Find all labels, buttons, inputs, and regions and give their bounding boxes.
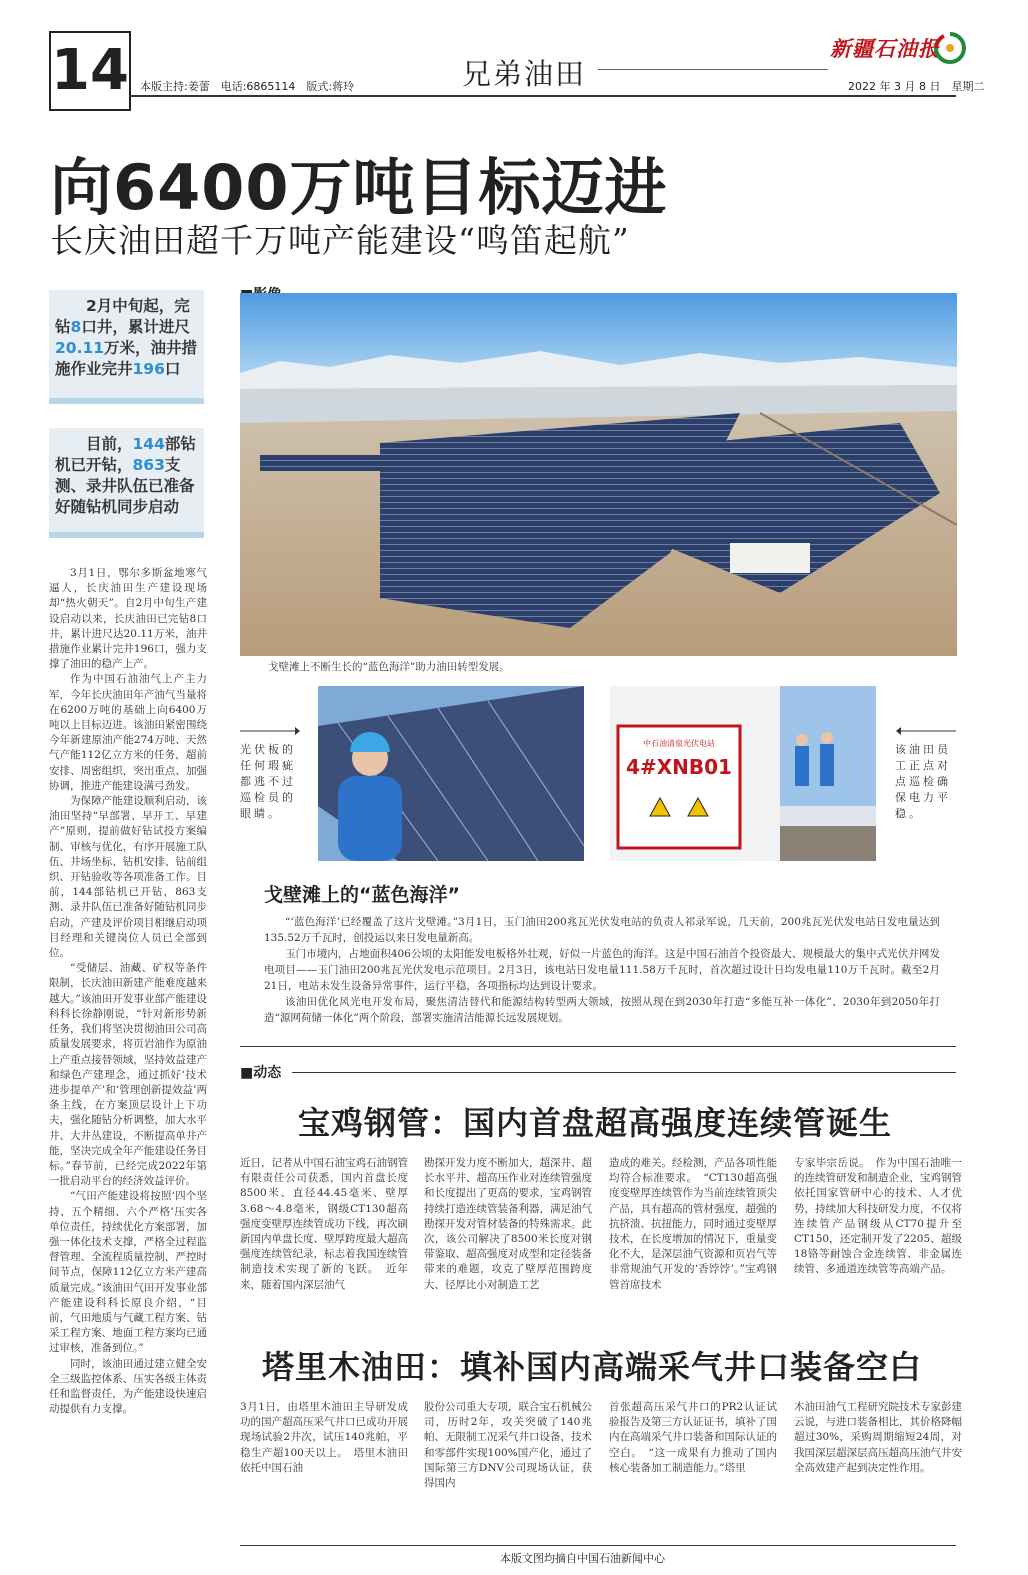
imaging-story-title: 戈壁滩上的“蓝色海洋” [264, 884, 460, 906]
arrow-right-icon [240, 726, 300, 736]
arrow-left-icon [896, 726, 956, 736]
solar-farm-photo [240, 293, 957, 656]
inverter-station-photo [610, 686, 876, 861]
story1-col4: 专家毕宗岳说。 作为中国石油唯一的连续管研发和制造企业，宝鸡钢管依托国家管研中心的技术、人才优势，持续加大科技研发力度，不仅将连续管产品钢级从CT70提升至CT150，还定制开发了2205、超级18铬等耐蚀合金连续管、非金属连续管、多通道连续管等高端产品。 [794, 1157, 962, 1276]
news-rule [292, 1072, 956, 1073]
lead-headline: 向6400万吨目标迈进 [50, 151, 668, 224]
issue-date: 2022 年 3 月 8 日 星期二 [848, 80, 985, 93]
page-number: 14 [49, 31, 131, 111]
story2-title: 塔里木油田：填补国内高端采气井口装备空白 [262, 1348, 923, 1386]
story1-title: 宝鸡钢管：国内首盘超高强度连续管诞生 [298, 1104, 893, 1142]
lead-paragraph: “气田产能建设将按照‘四个坚持、五个精细、六个严格’压实各单位责任，持续优化方案部署，加强一体化技术支撑，严格全过程监督管理、全流程质量控制，严控时间节点，保障112亿立方米产建高质量完成。”该油田气田开发事业部产能建设科科长原良介绍，“目前，气田地质与气藏工程方案、钻采工程方案、地面工程方案均已通过审核，准备到位。” [49, 1190, 207, 1355]
imaging-paragraph: 玉门市境内，占地面积406公顷的太阳能发电板格外壮观，好似一片蓝色的海洋。这是中国石油首个投资最大、规模最大的集中式光伏并网发电项目——玉门油田200兆瓦光伏发电示范项目。2月3日，该电站日发电量111.58万千瓦时，首次超过设计日均发电量110万千瓦时。截至2月21日，电站未发生设备异常事件，运行平稳，各项指标均达到设计要求。 [264, 948, 940, 992]
edition-credits: 本版主持:姜蕾 电话:6865114 版式:蒋玲 [140, 80, 355, 93]
lead-subhead: 长庆油田超千万吨产能建设“鸣笛起航” [50, 221, 630, 260]
header-rule [130, 95, 956, 97]
section-title: 兄弟油田 [462, 57, 587, 91]
news-rule-top [240, 1046, 956, 1047]
story2-col2: 股份公司重大专项，联合宝石机械公司，历时2年，攻关突破了140兆帕、无限制工况采气井口设备，技术和零部件实现100%国产化，通过了国际第三方DNV公司现场认证，获得国内 [424, 1401, 592, 1490]
imaging-story-body [264, 914, 940, 1026]
story2-col3: 首张超高压采气井口的PR2认证试验报告及第三方认证证书，填补了国内在高端采气井口装备和国际认证的空白。 “这一成果有力推动了国内核心装备加工制造能力。”塔里 [609, 1401, 777, 1474]
imaging-paragraph: “‘蓝色海洋’已经覆盖了这片戈壁滩。”3月1日，玉门油田200兆瓦光伏发电站的负责人祁录军说，几天前，200兆瓦光伏发电站日发电量达到135.52万千瓦时，创投运以来日发电量新高。 [264, 916, 940, 944]
inspector-photo [318, 686, 584, 861]
left-photo-caption: 光伏板的任何瑕疵都逃不过巡检员的眼睛。 [240, 743, 296, 820]
highlight-box-1: 2月中旬起，完钻8口井，累计进尺20.11万米，油井措施作业完井196口 [49, 290, 204, 404]
story1-col3: 造成的难关。经检测，产品各项性能均符合标准要求。 “CT130超高强度变壁厚连续管作为当前连续管顶尖产品，具有超高的管材强度，超强的抗挤溃、抗扭能力，同时通过变壁厚技术，在长度增加的情况下，重量变化不大，是深层油气资源和页岩气等非常规油气开发的‘香饽饽’。”宝鸡钢管首席技术 [609, 1157, 777, 1291]
masthead: 新疆石油报 [830, 36, 940, 61]
lead-paragraph: 作为中国石油油气上产主力军，今年长庆油田年产油气当量将在6200万吨的基础上向6400万吨以上目标迈进。该油田紧密围绕今年新建原油产能274万吨、天然气产能112亿立方米的任务，超前安排、周密组织，突出重点、加强协调，推进产能建设满弓劲发。 [49, 673, 207, 792]
footer-rule [240, 1545, 956, 1546]
right-photo-caption: 该油田员工正点对点巡检确保电力平稳。 [895, 743, 951, 820]
lead-paragraph: “受储层、油藏、矿权等条件限制，长庆油田新建产能难度越来越大。”该油田开发事业部产能建设科科长徐静刚说，“针对新形势新任务，我们将坚决贯彻油田公司高质量发展要求，将页岩油作为原油上产重点接替领域，坚持效益建产和绿色产建理念，通过抓好‘技术进步提单产’和‘管理创新提效益’两条主线，在方案顶层设计上下功夫，强化随钻分析调整，加大水平井、大井丛建设，不断提高单井产能，坚决完成全年产能建设任务目标。”春节前，已经完成2022年第一批启动平台的经济效益评价。 [49, 962, 207, 1188]
lead-paragraph: 为保障产能建设顺利启动，该油田坚持“早部署、早开工、早建产”原则，提前做好钻试投方案编制、审核与优化，有序开展施工队伍、井场坐标、钻机安排、钻前组织、开钻验收等各项准备工作。目前，144部钻机已开钻，863支测、录井队伍已准备好随钻机同步启动，产建及评价项目相继启动项目经理和关键岗位人员已全部到位。 [49, 795, 207, 960]
news-tag: ■动态 [240, 1065, 282, 1081]
footer-note: 本版文图均摘自中国石油新闻中心 [500, 1552, 665, 1565]
logo-icon [930, 30, 970, 66]
highlight-box-2: 目前，144部钻机已开钻，863支测、录井队伍已准备好随钻机同步启动 [49, 428, 204, 538]
main-photo-caption: 戈壁滩上不断生长的“蓝色海洋”助力油田转型发展。 [268, 661, 510, 673]
lead-paragraph: 同时，该油田通过建立健全安全三级监控体系、压实各级主体责任和监督责任，为产能建设快速启动提供有力支撑。 [49, 1357, 207, 1416]
lead-paragraph: 3月1日，鄂尔多斯盆地寒气逼人，长庆油田生产建设现场却“热火朝天”。自2月中旬生产建设启动以来，长庆油田已完钻8口井，累计进尺达20.11万米，油井措施作业累计完井196口，强力支撑了油田的稳产上产。 [49, 567, 207, 671]
story1-col1: 近日，记者从中国石油宝鸡石油钢管有限责任公司获悉，国内首盘长度8500米、直径44.45毫米、壁厚3.68～4.8毫米，钢级CT130超高强度变壁厚连续管成功下线，再次刷新国内单盘长度、壁厚跨度最大超高强度连续管纪录，标志着我国连续管制造技术实现了新的飞跃。 近年来，随着国内深层油气 [240, 1157, 408, 1291]
story1-col2: 勘探开发力度不断加大，超深井、超长水平井、超高压作业对连续管强度和长度提出了更高的要求，宝鸡钢管持续打造连续管装备利器，满足油气勘探开发对管材装备的特殊需求。此次，该公司解决了8500米长度对钢带鉴取、超高强度对成型和定径装备带来的难题，攻克了壁厚范围跨度大、径厚比小对制造工艺 [424, 1157, 592, 1291]
lead-article-body [49, 566, 207, 1541]
story2-col1: 3月1日，由塔里木油田主导研发成功的国产超高压采气井口已成功开展现场试验2井次，试压140兆帕，平稳生产超100天以上。 塔里木油田依托中国石油 [240, 1401, 408, 1474]
header-rule-thin [598, 69, 828, 70]
sign-code: 4#XNB01 [626, 755, 732, 779]
sign-label: 中石油清泉光伏电站 [643, 739, 715, 748]
imaging-paragraph: 该油田优化风光电开发布局，聚焦清洁替代和能源结构转型两大领域，按照从现在到2030年打造“多能互补一体化”、2030年到2050年打造“源网荷储一体化”两个阶段，部署实施清洁能源长远发展规划。 [264, 996, 940, 1024]
story2-col4: 木油田油气工程研究院技术专家彭建云说，与进口装备相比，其价格降幅超过30%，采购周期缩短24周，对我国深层超深层高压超高压油气井安全高效建产起到决定性作用。 [794, 1401, 962, 1474]
